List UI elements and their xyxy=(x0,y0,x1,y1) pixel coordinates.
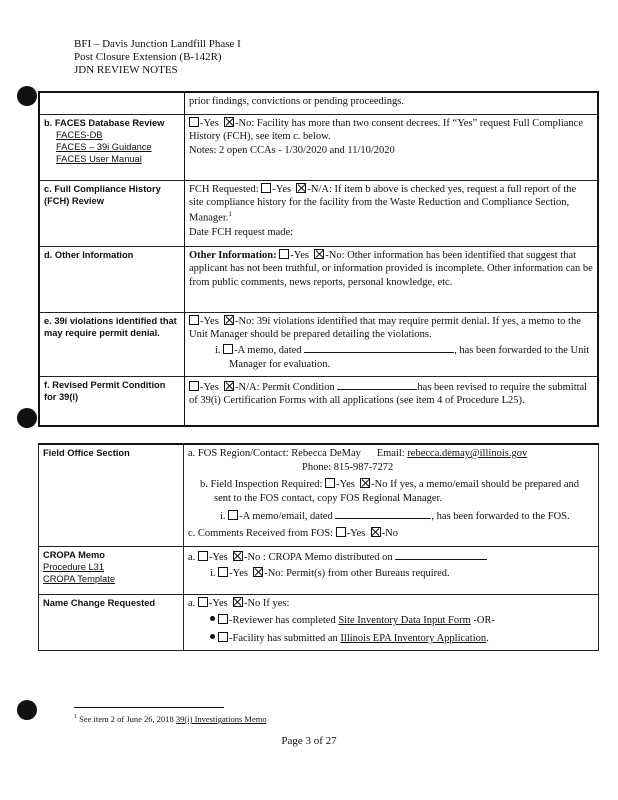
cropa-template-link[interactable]: CROPA Template xyxy=(43,574,115,585)
fos-region: FOS Region/Contact: Rebecca DeMay xyxy=(197,448,361,459)
footnote-rule xyxy=(74,707,224,708)
faces-label: b. FACES Database Review xyxy=(44,117,165,128)
faces-user-manual-link[interactable]: FACES User Manual xyxy=(56,154,142,165)
faces-no-checkbox[interactable] xyxy=(224,117,234,127)
page-number: Page 3 of 27 xyxy=(281,735,337,747)
cropa-date-field[interactable] xyxy=(395,549,487,560)
review-table-lower xyxy=(38,443,599,651)
violations-label: e. 39i violations identified that may require permit denial. xyxy=(39,312,185,376)
bullet-icon xyxy=(210,634,215,639)
name-change-yes-checkbox[interactable] xyxy=(198,597,208,607)
name-change-no-checkbox[interactable] xyxy=(233,597,243,607)
epa-inventory-application-link[interactable]: Illinois EPA Inventory Application xyxy=(340,633,487,645)
faces-yes-checkbox[interactable] xyxy=(189,117,199,127)
comments-no-checkbox[interactable] xyxy=(371,527,381,537)
fch-yes-checkbox[interactable] xyxy=(261,183,271,193)
other-info-title: Other Information: xyxy=(189,249,277,261)
document-header xyxy=(74,38,241,77)
faces-row: b. FACES Database Review FACES-DB FACES – 39i Guidance FACES User Manual -Yes -No: Facility has more than two consent decrees. If “Yes” request Full Compliance History (FCH), see item c. below. Notes: 2 open CCAs - 1/30/2020 and 11/10/2020 xyxy=(39,114,598,180)
fos-memo-date-field[interactable] xyxy=(335,508,431,519)
cropa-label: CROPA Memo xyxy=(43,549,105,560)
field-office-label: Field Office Section xyxy=(39,444,184,546)
other-yes-checkbox[interactable] xyxy=(279,249,289,259)
revised-na-checkbox[interactable] xyxy=(224,381,234,391)
violations-row: e. 39i violations identified that may require permit denial. -Yes -No: 39i violations identified that may require permit denial. If yes, a memo to the Unit Manager should be prepared detailing the violations. i. -A memo, dated , has been forwarded to the Unit Manager for evaluation. xyxy=(39,312,598,376)
site-inventory-form-link[interactable]: Site Inventory Data Input Form xyxy=(338,615,471,627)
fos-phone: Phone: 815-987-7272 xyxy=(302,461,394,473)
table-row xyxy=(39,92,598,114)
name-change-row: Name Change Requested a. -Yes -No If yes: -Reviewer has completed Site Inventory Data Input Form -OR- -Facility has submitted an Illinois EPA Inventory Application. xyxy=(39,594,599,650)
comments-yes-checkbox[interactable] xyxy=(336,527,346,537)
fch-na-checkbox[interactable] xyxy=(296,183,306,193)
viol-no-checkbox[interactable] xyxy=(224,315,234,325)
review-table-upper xyxy=(38,91,599,427)
punch-hole-middle xyxy=(17,408,37,428)
revised-permit-row: f. Revised Permit Condition for 39(i) -Yes -N/A: Permit Condition has been revised to require the submittal of 39(i) Certification Forms with all applications (see item 4 of Procedure L25). xyxy=(39,376,598,426)
bureaus-yes-checkbox[interactable] xyxy=(218,567,228,577)
fch-row: c. Full Compliance History (FCH) Review FCH Requested: -Yes -N/A: If item b above is checked yes, request a full report of the site compliance history for the facility from the Waste Reduction and Compliance Section, Manager.$^1$ Date FCH request made: xyxy=(39,180,598,246)
viol-yes-checkbox[interactable] xyxy=(189,315,199,325)
header-line-3: JDN REVIEW NOTES xyxy=(74,63,178,76)
bureaus-no-checkbox[interactable] xyxy=(253,567,263,577)
header-line-1: BFI – Davis Junction Landfill Phase I xyxy=(74,38,241,50)
viol-memo-checkbox[interactable] xyxy=(223,344,233,354)
fch-label: c. Full Compliance History (FCH) Review xyxy=(39,180,185,246)
bullet-icon xyxy=(210,616,215,621)
other-no-checkbox[interactable] xyxy=(314,249,324,259)
faces-db-link[interactable]: FACES-DB xyxy=(56,129,103,140)
punch-hole-bottom xyxy=(17,700,37,720)
footnote: $^1$ See item 2 of June 26, 2018 39(i) Investigations Memo xyxy=(74,714,267,724)
fch-date-label: Date FCH request made: xyxy=(189,226,294,238)
footnote-ref: 1 xyxy=(228,210,232,219)
fos-memo-checkbox[interactable] xyxy=(228,510,238,520)
inspection-no-checkbox[interactable] xyxy=(360,478,370,488)
faces-39i-guidance-link[interactable]: FACES – 39i Guidance xyxy=(56,142,152,153)
punch-hole-top xyxy=(17,86,37,106)
cropa-row: CROPA Memo Procedure L31 CROPA Template a. -Yes -No : CROPA Memo distributed on i. -Yes -No: Permit(s) from other Bureaus required. xyxy=(39,546,599,594)
header-line-2: Post Closure Extension (B-142R) xyxy=(74,50,222,63)
name-change-label: Name Change Requested xyxy=(39,594,184,650)
other-info-label: d. Other Information xyxy=(39,246,185,312)
faces-notes: Notes: 2 open CCAs - 1/30/2020 and 11/10/2020 xyxy=(189,145,395,157)
inspection-yes-checkbox[interactable] xyxy=(325,478,335,488)
revised-permit-label: f. Revised Permit Condition for 39(i) xyxy=(39,376,185,426)
revised-yes-checkbox[interactable] xyxy=(189,381,199,391)
prior-findings-text: prior findings, convictions or pending proceedings. xyxy=(185,92,599,114)
fos-email-link[interactable]: rebecca.demay@illinois.gov xyxy=(407,448,528,459)
other-info-row: d. Other Information Other Information: -Yes -No: Other information has been identified that suggest that applicant has not been truthful, or information provided is incomplete. Other information can be from public comments, news reports, personal knowledge, etc. xyxy=(39,246,598,312)
viol-memo-date-field[interactable] xyxy=(304,342,454,353)
investigations-memo-link[interactable]: 39(i) Investigations Memo xyxy=(175,714,267,724)
cropa-yes-checkbox[interactable] xyxy=(198,551,208,561)
cropa-no-checkbox[interactable] xyxy=(233,551,243,561)
facility-submitted-checkbox[interactable] xyxy=(218,632,228,642)
reviewer-completed-checkbox[interactable] xyxy=(218,614,228,624)
procedure-l31-link[interactable]: Procedure L31 xyxy=(43,561,104,572)
permit-condition-field[interactable] xyxy=(337,379,417,390)
field-office-row: Field Office Section a. FOS Region/Contact: Rebecca DeMay Email: rebecca.demay@illinois.gov Phone: 815-987-7272 b. Field Inspection Required: -Yes -No If yes, a memo/email should be prepared and sent to the FOS contact, copy FOS Regional Manager. i. -A memo/email, dated , has been forwarded to the FOS. c. Comments Received from FOS: -Yes -No xyxy=(39,444,599,546)
